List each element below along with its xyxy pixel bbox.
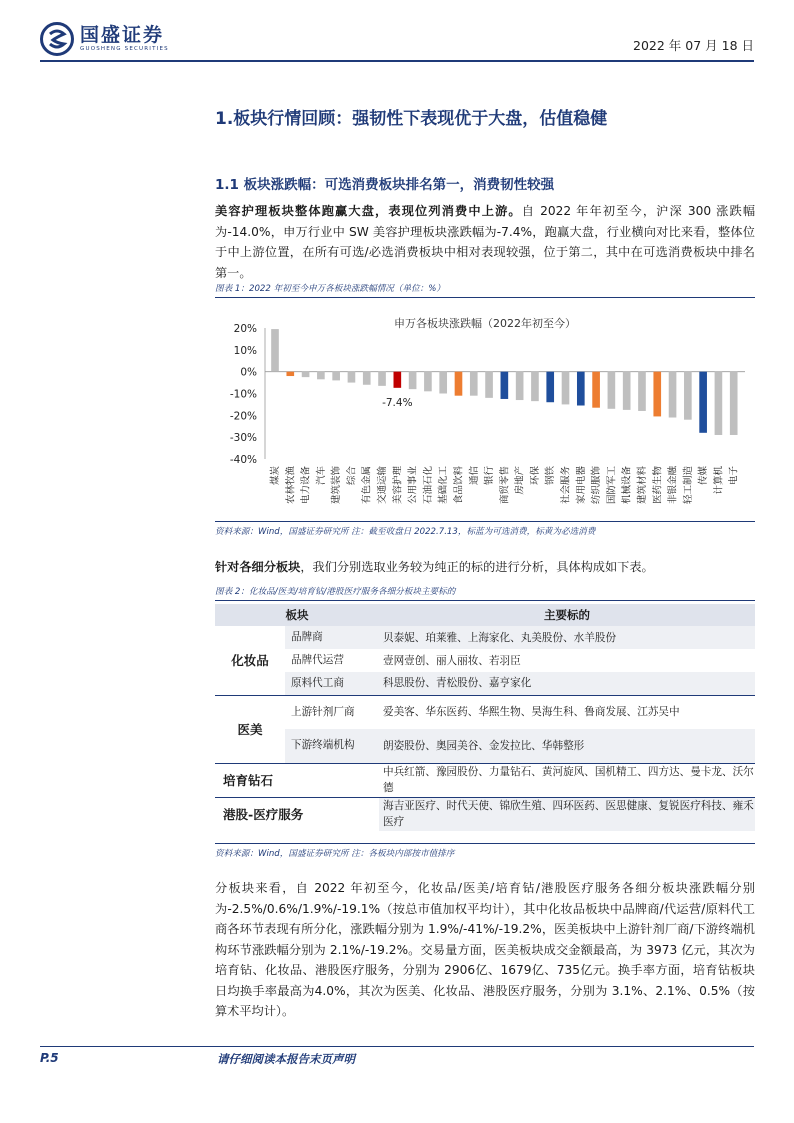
x-tick-label: 石油石化 bbox=[422, 466, 434, 505]
y-tick-label: -20% bbox=[229, 410, 257, 423]
table-row bbox=[215, 649, 755, 672]
page-number: P.5 bbox=[40, 1051, 59, 1065]
x-tick-label: 机械设备 bbox=[621, 466, 633, 505]
group-medical-aesthetics: 医美 bbox=[215, 695, 285, 763]
stocks-cell: 爱美客、华东医药、华熙生物、昊海生科、鲁商发展、江苏吴中 bbox=[379, 695, 755, 729]
bar-银行 bbox=[485, 372, 493, 398]
stocks-cell: 中兵红箭、豫园股份、力量钻石、黄河旋风、国机精工、四方达、曼卡龙、沃尔德 bbox=[379, 763, 755, 797]
bar-房地产 bbox=[516, 372, 524, 400]
group-cosmetics: 化妆品 bbox=[231, 653, 269, 669]
x-tick-label: 美容护理 bbox=[392, 466, 404, 505]
x-tick-label: 煤炭 bbox=[270, 466, 281, 486]
stocks-cell: 海吉亚医疗、时代天使、锦欣生殖、四环医药、医思健康、复锐医疗科技、雍禾医疗 bbox=[379, 797, 755, 831]
table-header-row bbox=[215, 604, 755, 626]
subsector-paragraph-lead: 针对各细分板块 bbox=[215, 560, 301, 574]
stocks-cell: 壹网壹创、丽人丽妆、若羽臣 bbox=[383, 654, 521, 667]
x-tick-label: 建筑装饰 bbox=[331, 466, 343, 505]
bar-煤炭 bbox=[271, 329, 279, 372]
sector-returns-chart bbox=[215, 304, 755, 520]
bar-国防军工 bbox=[608, 372, 616, 409]
bar-基础化工 bbox=[439, 372, 447, 394]
table-row bbox=[215, 797, 755, 831]
intro-paragraph bbox=[215, 201, 755, 283]
bar-综合 bbox=[348, 372, 356, 383]
bar-annotation: -7.4% bbox=[382, 396, 413, 409]
y-tick-label: -30% bbox=[229, 432, 257, 445]
sector-returns-chart-svg bbox=[215, 304, 755, 520]
y-tick-label: -10% bbox=[229, 388, 257, 401]
bar-交通运输 bbox=[378, 372, 386, 386]
x-tick-label: 食品饮料 bbox=[453, 466, 465, 505]
page-footer bbox=[40, 1046, 754, 1070]
subsector-paragraph-body: ，我们分别选取业务较为纯正的标的进行分析，具体构成如下表。 bbox=[300, 560, 654, 574]
x-tick-label: 房地产 bbox=[514, 466, 526, 495]
subsector-cell: 下游终端机构 bbox=[285, 729, 379, 763]
bar-医药生物 bbox=[653, 372, 661, 417]
bar-纺织服饰 bbox=[592, 372, 600, 408]
bar-食品饮料 bbox=[455, 372, 463, 396]
x-tick-label: 综合 bbox=[346, 466, 358, 486]
bar-商贸零售 bbox=[501, 372, 509, 399]
subsector-cell: 品牌商 bbox=[285, 626, 379, 649]
x-tick-label: 国防军工 bbox=[606, 466, 618, 505]
bar-社会服务 bbox=[562, 372, 570, 405]
bar-通信 bbox=[470, 372, 478, 396]
bar-电子 bbox=[730, 372, 738, 435]
table-row bbox=[215, 763, 755, 797]
x-tick-label: 建筑材料 bbox=[636, 466, 648, 505]
group-diamond: 培育钻石 bbox=[215, 763, 379, 797]
y-tick-label: 0% bbox=[240, 366, 257, 379]
x-tick-label: 交通运输 bbox=[377, 466, 389, 505]
bar-农林牧渔 bbox=[286, 372, 294, 376]
footer-disclaimer: 请仔细阅读本报告末页声明 bbox=[217, 1052, 355, 1066]
bar-公用事业 bbox=[409, 372, 417, 389]
x-tick-label: 轻工制造 bbox=[682, 466, 694, 505]
stocks-cell: 贝泰妮、珀莱雅、上海家化、丸美股份、水羊股份 bbox=[379, 626, 755, 649]
group-hk-medical: 港股-医疗服务 bbox=[215, 797, 379, 831]
bar-计算机 bbox=[715, 372, 723, 435]
subsector-stocks-table bbox=[215, 604, 755, 831]
stocks-cell: 朗姿股份、奥园美谷、金发拉比、华韩整形 bbox=[379, 729, 755, 763]
x-tick-label: 电力设备 bbox=[300, 466, 312, 505]
page-header bbox=[40, 22, 754, 62]
subsector-cell: 原料代工商 bbox=[285, 672, 379, 695]
subsector-cell: 品牌代运营 bbox=[291, 654, 344, 666]
x-tick-label: 农林牧渔 bbox=[285, 466, 297, 505]
x-tick-label: 基础化工 bbox=[438, 466, 450, 505]
intro-paragraph-body: 自 2022 年年初至今，沪深 300 涨跌幅为-14.0%，申万行业中 SW 美容护理板块涨跌幅为-7.4%，跑赢大盘，行业横向对比来看，整体位于中上游位置，在所有可选/必选消费板块中相对表现较强，位于第二，其中在可选消费板块中排名第一。 bbox=[215, 204, 756, 280]
x-tick-label: 公用事业 bbox=[407, 466, 419, 505]
analysis-paragraph: 分板块来看，自 2022 年初至今，化妆品/医美/培育钻/港股医疗服务各细分板块涨跌幅分别为-2.5%/0.6%/1.9%/-19.1%（按总市值加权平均计），其中化妆品板块中品牌商/代运营/原料代工商各环节表现有所分化，涨跌幅分别为 1.9%/-41%/-19.2%，医美板块中上游针剂厂商/下游终端机构环节涨跌幅分别为 2.1%/-19.2%。交易量方面，医美板块成交金额最高，为 3973 亿元，其次为培育钻、化妆品、港股医疗服务，分别为 2906亿、1679亿、735亿元。换手率方面，培育钻板块日均换手率最高为4.0%，其次为医美、化妆品、港股医疗服务，分别为 3.1%、2.1%、0.5%（按算术平均计）。 bbox=[215, 881, 755, 1018]
intro-paragraph-lead: 美容护理板块整体跑赢大盘，表现位列消费中上游。 bbox=[215, 204, 522, 218]
x-tick-label: 医药生物 bbox=[652, 466, 664, 505]
subsector-cell: 上游针剂厂商 bbox=[285, 695, 379, 729]
figure-1-caption: 图表 1：2022 年初至今申万各板块涨跌幅情况（单位：%） bbox=[215, 282, 755, 298]
bar-传媒 bbox=[699, 372, 707, 433]
x-tick-label: 通信 bbox=[468, 466, 480, 486]
bar-有色金属 bbox=[363, 372, 371, 385]
y-tick-label: 10% bbox=[233, 344, 257, 357]
x-tick-label: 社会服务 bbox=[560, 466, 572, 505]
x-tick-label: 有色金属 bbox=[361, 466, 373, 505]
company-logo-icon bbox=[40, 22, 74, 56]
table-row bbox=[215, 695, 755, 729]
figure-2-source: 资料来源：Wind，国盛证券研究所 注：各板块内部按市值排序 bbox=[215, 843, 755, 859]
x-tick-label: 非银金融 bbox=[667, 466, 679, 505]
bar-环保 bbox=[531, 372, 539, 401]
stocks-cell: 科思股份、青松股份、嘉亨家化 bbox=[379, 672, 755, 695]
figure-2-caption: 图表 2：化妆品/医美/培育钻/港股医疗服务各细分板块主要标的 bbox=[215, 585, 755, 601]
logo-name-cn: 国盛证券 bbox=[80, 24, 165, 46]
bar-美容护理 bbox=[394, 372, 402, 388]
bar-石油石化 bbox=[424, 372, 432, 392]
x-tick-label: 纺织服饰 bbox=[591, 466, 603, 505]
table-row bbox=[215, 626, 755, 649]
chart-title: 申万各板块涨跌幅（2022年初至今） bbox=[394, 317, 576, 330]
x-tick-label: 银行 bbox=[484, 466, 496, 486]
bar-汽车 bbox=[317, 372, 325, 380]
bar-钢铁 bbox=[546, 372, 554, 403]
bar-家用电器 bbox=[577, 372, 585, 406]
x-tick-label: 家用电器 bbox=[575, 466, 587, 505]
bar-非银金融 bbox=[669, 372, 677, 418]
bar-轻工制造 bbox=[684, 372, 692, 420]
x-tick-label: 环保 bbox=[529, 466, 541, 486]
section-heading: 1.板块行情回顾：强韧性下表现优于大盘，估值稳健 bbox=[215, 109, 608, 129]
table-row bbox=[215, 729, 755, 763]
bar-电力设备 bbox=[302, 372, 310, 377]
report-date: 2022 年 07 月 18 日 bbox=[633, 38, 754, 53]
x-tick-label: 计算机 bbox=[713, 465, 725, 495]
logo-name-en: GUOSHENG SECURITIES bbox=[80, 46, 169, 52]
x-tick-label: 汽车 bbox=[315, 466, 327, 486]
y-tick-label: 20% bbox=[233, 323, 257, 335]
header-stocks: 主要标的 bbox=[379, 604, 755, 626]
company-logo bbox=[40, 22, 169, 56]
subsection-heading: 1.1 板块涨跌幅：可选消费板块排名第一，消费韧性较强 bbox=[215, 177, 555, 193]
x-tick-label: 电子 bbox=[728, 466, 740, 486]
figure-1-source: 资料来源：Wind，国盛证券研究所 注：截至收盘日 2022.7.13，标蓝为可选消费，标黄为必选消费 bbox=[215, 521, 755, 537]
y-tick-label: -40% bbox=[229, 454, 257, 466]
table-row bbox=[215, 672, 755, 695]
bar-建筑装饰 bbox=[332, 372, 340, 381]
subsector-paragraph bbox=[215, 557, 755, 578]
header-sector: 板块 bbox=[215, 604, 379, 626]
x-tick-label: 商贸零售 bbox=[499, 466, 511, 505]
bar-建筑材料 bbox=[638, 372, 646, 411]
x-tick-label: 传媒 bbox=[698, 466, 710, 486]
x-tick-label: 钢铁 bbox=[545, 466, 557, 486]
bar-机械设备 bbox=[623, 372, 631, 410]
